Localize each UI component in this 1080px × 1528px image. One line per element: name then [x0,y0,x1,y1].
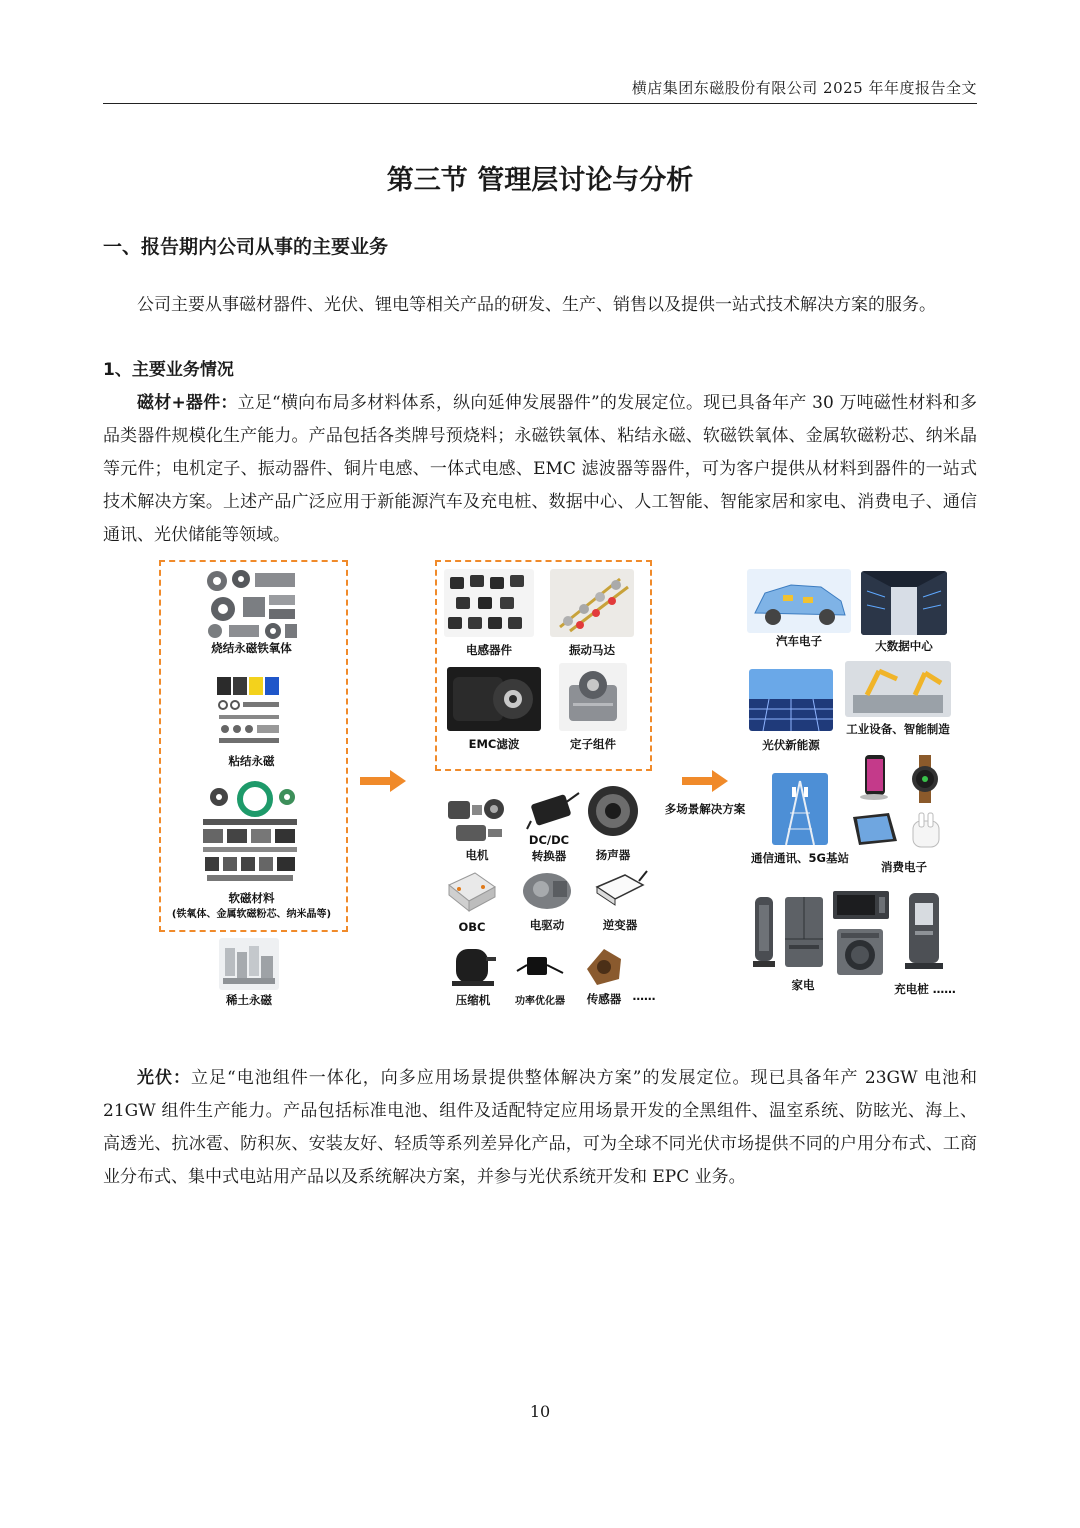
emc-filter-image [447,667,541,731]
magnetics-lead: 磁材+器件： [137,393,238,413]
soft-magnetic-image [197,781,303,885]
phone-icon [853,753,895,801]
dcdc-label-line2: 转换器 [531,849,567,863]
pv-energy-label: 光伏新能源 [762,738,820,752]
header-text: 横店集团东磁股份有限公司 2025 年年度报告全文 [631,79,977,97]
compressor-image [448,943,498,989]
speaker-label: 扬声器 [595,848,631,862]
auto-electronics-image [747,569,851,633]
consumer-electronics-label: 消费电子 [881,860,927,874]
pv-text: 立足“电池组件一体化，向多应用场景提供整体解决方案”的发展定位。现已具备年产 23GW 电池和 21GW 组件生产能力。产品包括标准电池、组件及适配特定应用场景开发的全黑组件、温室系统、防眩光、海上、高透光、抗冰雹、防积灰、安装友好、轻质等系列差异化产品，可为全球不同光伏市场提供不同的户用分布式、工商业分布式、集中式电站用产品以及系统解决方案，并参与光伏系统开发和 EPC 业务。 [103,1068,978,1187]
stator-image [559,663,627,731]
emc-filter-label: EMC滤波 [468,737,520,751]
datacenter-image [861,571,947,635]
sintered-ferrite-image [203,569,299,641]
industrial-image [845,661,951,717]
arrow-right-icon [360,770,406,792]
inverter-label: 逆变器 [602,918,638,932]
inductor-label: 电感器件 [466,643,512,657]
auto-electronics-label: 汽车电子 [776,634,822,648]
telecom-label: 通信通讯、5G基站 [751,851,849,865]
earbuds-icon [907,811,945,851]
motor-label: 电机 [465,848,489,862]
speaker-image [585,783,641,839]
arrow-right-icon [682,770,728,792]
tower-fan-icon [751,895,777,969]
e-drive-label: 电驱动 [529,918,565,932]
rare-earth-image [219,938,279,990]
inverter-image [591,867,649,911]
vibration-motor-label: 振动马达 [569,643,615,657]
rare-earth-label: 稀土永磁 [226,993,272,1007]
obc-label: OBC [458,920,486,934]
tablet-icon [849,811,901,851]
soft-magnetic-label: 软磁材料 [228,891,275,905]
pv-paragraph [103,1062,977,1194]
intro-paragraph: 公司主要从事磁材器件、光伏、锂电等相关产品的研发、生产、销售以及提供一站式技术解决方案的服务。 [137,295,936,315]
compressor-label: 压缩机 [455,993,491,1007]
section-heading: 一、报告期内公司从事的主要业务 [103,236,389,258]
inductor-image [444,569,534,637]
magnetics-paragraph [103,387,977,552]
vibration-motor-image [550,569,634,637]
charging-pile-icon [903,891,945,971]
products-ellipsis: …… [632,989,656,1003]
stator-label: 定子组件 [570,737,616,751]
business-diagram [155,555,955,1015]
industrial-label: 工业设备、智能制造 [846,722,950,736]
chapter-title: 第三节 管理层讨论与分析 [386,165,694,196]
datacenter-label: 大数据中心 [875,639,933,653]
page-number: 10 [529,1402,551,1421]
header-rule [103,103,977,104]
scene-solution-label: 多场景解决方案 [664,802,746,816]
appliance-label: 家电 [791,978,815,992]
sensor-image [583,947,625,987]
charging-pile-label: 充电桩 …… [894,982,956,996]
sintered-ferrite-label: 烧结永磁铁氧体 [211,641,292,655]
sub-heading: 1、主要业务情况 [103,360,234,380]
bonded-magnet-image [215,675,287,747]
optimizer-image [513,951,567,983]
fridge-icon [783,895,825,969]
pv-lead: 光伏： [137,1068,192,1088]
sensor-label: 传感器 [586,992,622,1006]
microwave-icon [831,889,891,921]
obc-image [445,867,499,915]
smartwatch-icon [905,755,945,803]
dcdc-image [525,789,581,831]
motor-image [442,791,510,847]
magnetics-text: 立足“横向布局多材料体系，纵向延伸发展器件”的发展定位。现已具备年产 30 万吨磁性材料和多品类器件规模化生产能力。产品包括各类牌号预烧料；永磁铁氧体、粘结永磁、软磁铁氧体、金属软磁粉芯、纳米晶等元件；电机定子、振动器件、铜片电感、一体式电感、EMC 滤波器等器件，可为客户提供从材料到器件的一站式技术解决方案。上述产品广泛应用于新能源汽车及充电桩、数据中心、人工智能、智能家居和家电、消费电子、通信通讯、光伏储能等领域。 [103,393,977,545]
washer-icon [835,927,885,977]
soft-magnetic-note: (铁氧体、金属软磁粉芯、纳米晶等) [171,909,332,920]
dcdc-label-line1: DC/DC [528,833,570,847]
pv-energy-image [749,669,833,731]
telecom-image [772,773,828,845]
e-drive-image [519,867,575,915]
bonded-magnet-label: 粘结永磁 [228,754,275,768]
optimizer-label: 功率优化器 [515,996,565,1007]
